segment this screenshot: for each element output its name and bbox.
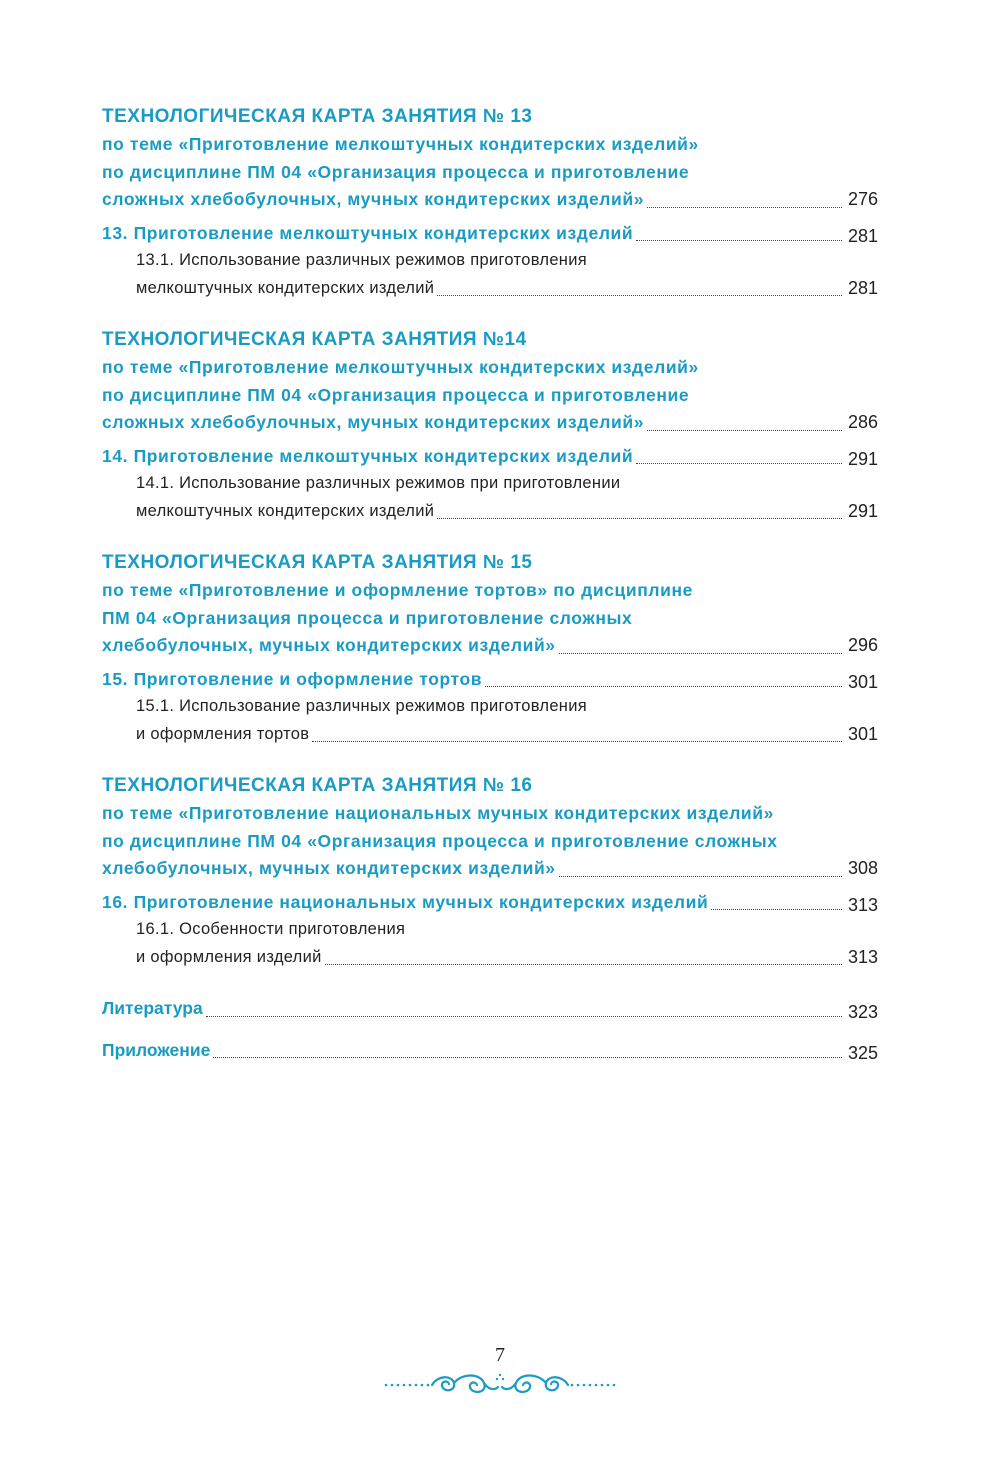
card-topic-line: по теме «Приготовление национальных мучных кондитерских изделий» xyxy=(102,803,774,823)
page-number: 286 xyxy=(847,412,878,432)
toc-card-14 xyxy=(102,326,878,525)
literature-label: Литература xyxy=(102,998,203,1018)
card-last-line-text: сложных хлебобулочных, мучных кондитерских изделий» xyxy=(102,412,645,432)
leader-dots xyxy=(437,295,842,296)
leader-dots xyxy=(647,207,842,208)
card-discipline-line: ПМ 04 «Организация процесса и приготовление сложных xyxy=(102,607,633,628)
chapter-title: 15. Приготовление и оформление тортов xyxy=(102,668,483,689)
page-number: 325 xyxy=(847,1043,878,1063)
subsection-line-1: 13.1. Использование различных режимов приготовления xyxy=(136,251,587,269)
card-last-line-text: хлебобулочных, мучных кондитерских изделий» xyxy=(102,635,556,655)
toc-card-15 xyxy=(102,549,878,748)
subsection-line-2: и оформления тортов xyxy=(136,724,310,743)
leader-dots xyxy=(647,430,842,431)
subsection-line-2: мелкоштучных кондитерских изделий xyxy=(136,501,435,520)
subsection-line-1: 15.1. Использование различных режимов приготовления xyxy=(136,697,587,715)
page-number: 291 xyxy=(847,449,878,469)
card-last-line[interactable] xyxy=(102,855,878,883)
back-matter xyxy=(102,995,878,1064)
toc-entry-literature[interactable] xyxy=(102,995,878,1023)
card-title[interactable]: ТЕХНОЛОГИЧЕСКАЯ КАРТА ЗАНЯТИЯ №14 xyxy=(102,329,527,350)
card-last-line[interactable] xyxy=(102,186,878,214)
page-number: 281 xyxy=(847,226,878,246)
footer-page-number: 7 xyxy=(495,1344,505,1366)
leader-dots xyxy=(325,964,842,965)
leader-dots xyxy=(485,686,842,687)
page-number: 276 xyxy=(847,189,878,209)
page-number: 323 xyxy=(847,1001,878,1022)
leader-dots xyxy=(559,653,842,654)
toc-card-13 xyxy=(102,103,878,302)
table-of-contents xyxy=(102,103,878,1078)
toc-card-16 xyxy=(102,772,878,971)
leader-dots xyxy=(559,876,842,877)
subsection-line-2: мелкоштучных кондитерских изделий xyxy=(136,278,435,297)
chapter-title: 16. Приготовление национальных мучных кондитерских изделий xyxy=(102,891,709,912)
page-number: 291 xyxy=(847,500,878,521)
page-footer xyxy=(0,1344,1000,1399)
leader-dots xyxy=(636,240,842,241)
leader-dots xyxy=(213,1057,842,1058)
chapter-title: 13. Приготовление мелкоштучных кондитерских изделий xyxy=(102,222,634,243)
card-title[interactable]: ТЕХНОЛОГИЧЕСКАЯ КАРТА ЗАНЯТИЯ № 15 xyxy=(102,552,533,573)
card-title[interactable]: ТЕХНОЛОГИЧЕСКАЯ КАРТА ЗАНЯТИЯ № 16 xyxy=(102,775,533,796)
chapter-entry-16[interactable] xyxy=(102,889,878,917)
leader-dots xyxy=(206,1016,842,1017)
card-last-line-text: сложных хлебобулочных, мучных кондитерских изделий» xyxy=(102,189,645,209)
chapter-entry-14[interactable] xyxy=(102,443,878,471)
card-last-line[interactable] xyxy=(102,632,878,660)
card-discipline-line: по дисциплине ПМ 04 «Организация процесса и приготовление xyxy=(102,384,690,405)
chapter-entry-15[interactable] xyxy=(102,666,878,694)
card-last-line-text: хлебобулочных, мучных кондитерских изделий» xyxy=(102,858,556,878)
card-discipline-line: по дисциплине ПМ 04 «Организация процесса и приготовление xyxy=(102,161,690,182)
chapter-entry-13[interactable] xyxy=(102,220,878,248)
subsection-entry-16-1[interactable] xyxy=(102,916,878,971)
swirl-ornament-icon xyxy=(380,1369,620,1399)
subsection-entry-13-1[interactable] xyxy=(102,247,878,302)
card-title[interactable]: ТЕХНОЛОГИЧЕСКАЯ КАРТА ЗАНЯТИЯ № 13 xyxy=(102,106,533,127)
leader-dots xyxy=(437,518,842,519)
subsection-entry-14-1[interactable] xyxy=(102,470,878,525)
toc-entry-appendix[interactable] xyxy=(102,1037,878,1065)
card-discipline-line: по дисциплине ПМ 04 «Организация процесса и приготовление сложных xyxy=(102,830,778,851)
page-number: 301 xyxy=(847,723,878,744)
card-last-line[interactable] xyxy=(102,409,878,437)
page-number: 296 xyxy=(847,635,878,655)
appendix-label: Приложение xyxy=(102,1039,211,1060)
subsection-entry-15-1[interactable] xyxy=(102,693,878,748)
subsection-line-2: и оформления изделий xyxy=(136,947,322,966)
chapter-title: 14. Приготовление мелкоштучных кондитерских изделий xyxy=(102,445,634,466)
leader-dots xyxy=(636,463,842,464)
card-topic-line: по теме «Приготовление и оформление тортов» по дисциплине xyxy=(102,580,693,600)
page-number: 281 xyxy=(847,277,878,298)
leader-dots xyxy=(312,741,842,742)
page-number: 308 xyxy=(847,858,878,878)
subsection-line-1: 14.1. Использование различных режимов при приготовлении xyxy=(136,474,621,492)
subsection-line-1: 16.1. Особенности приготовления xyxy=(136,920,406,938)
leader-dots xyxy=(711,909,842,910)
page-number: 313 xyxy=(847,946,878,967)
page-number: 301 xyxy=(847,672,878,692)
card-topic-line: по теме «Приготовление мелкоштучных кондитерских изделий» xyxy=(102,357,699,377)
page-number: 313 xyxy=(847,895,878,915)
card-topic-line: по теме «Приготовление мелкоштучных кондитерских изделий» xyxy=(102,134,699,154)
